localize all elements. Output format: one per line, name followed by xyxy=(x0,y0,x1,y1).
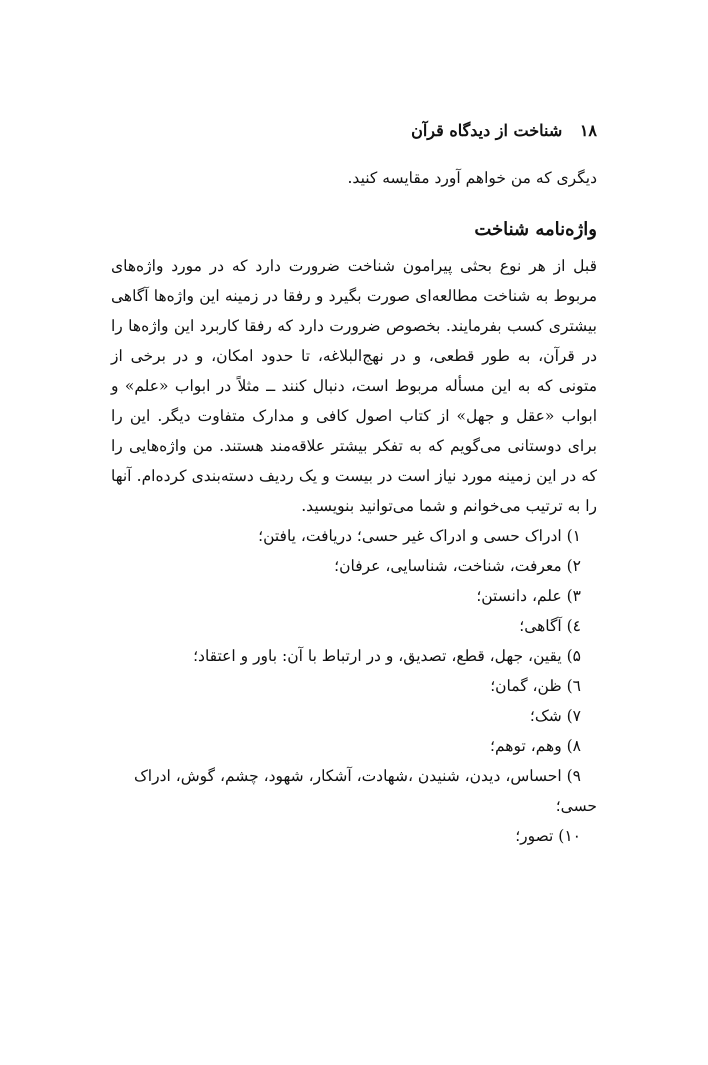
term-list xyxy=(111,521,597,851)
term-item-8: ۸) وهم، توهم؛ xyxy=(490,737,581,755)
term-item-10: ۱۰) تصور؛ xyxy=(515,827,581,845)
term-item-3: ۳) علم، دانستن؛ xyxy=(476,587,581,605)
section-title: واژه‌نامه شناخت xyxy=(474,219,597,240)
term-item-7: ۷) شک؛ xyxy=(529,707,581,725)
page-number: ۱۸ xyxy=(579,121,597,140)
term-item-2: ۲) معرفت، شناخت، شناسایی، عرفان؛ xyxy=(334,557,581,575)
term-item-1: ۱) ادراک حسی و ادراک غیر حسی؛ دریافت، یافتن؛ xyxy=(258,527,581,545)
section-paragraph: قبل از هر نوع بحثی پیرامون شناخت ضرورت دارد که در مورد واژه‌های مربوط به شناخت مطالعه‌ای صورت بگیرد و رفقا در زمینه این واژه‌ها آگاهی بیشتری کسب بفرمایند. بخصوص ضرورت دارد که رفقا کاربرد این واژه‌ها را در قرآن، به طور قطعی، و در نهج‌البلاغه، تا حدود امکان، و در برخی از متونی که به این مسأله مربوط است، دنبال کنند ــ مثلاً در ابواب «علم» و ابواب «عقل و جهل» از کتاب اصول کافی و مدارک متفاوت دیگر. این را برای دوستانی می‌گویم که به تفکر بیشتر علاقه‌مند هستند. من واژه‌هایی را که در این زمینه مورد نیاز است در بیست و یک ردیف دسته‌بندی کرده‌ام. آنها را به ترتیب می‌خوانم و شما می‌توانید بنویسید. xyxy=(111,257,597,515)
term-item-4: ٤) آگاهی؛ xyxy=(519,617,581,635)
term-item-9: ۹) احساس، دیدن، شنیدن ،شهادت، آشکار، شهود، چشم، گوش، ادراک حسی؛ xyxy=(133,767,597,815)
running-title: شناخت از دیدگاه قرآن xyxy=(411,121,563,140)
running-head xyxy=(411,121,597,140)
term-item-6: ٦) ظن، گمان؛ xyxy=(490,677,581,695)
term-item-5: ۵) یقین، جهل، قطع، تصدیق، و در ارتباط با آن: باور و اعتقاد؛ xyxy=(193,647,581,665)
intro-line: دیگری که من خواهم آورد مقایسه کنید. xyxy=(347,169,597,187)
body-text xyxy=(111,163,597,851)
